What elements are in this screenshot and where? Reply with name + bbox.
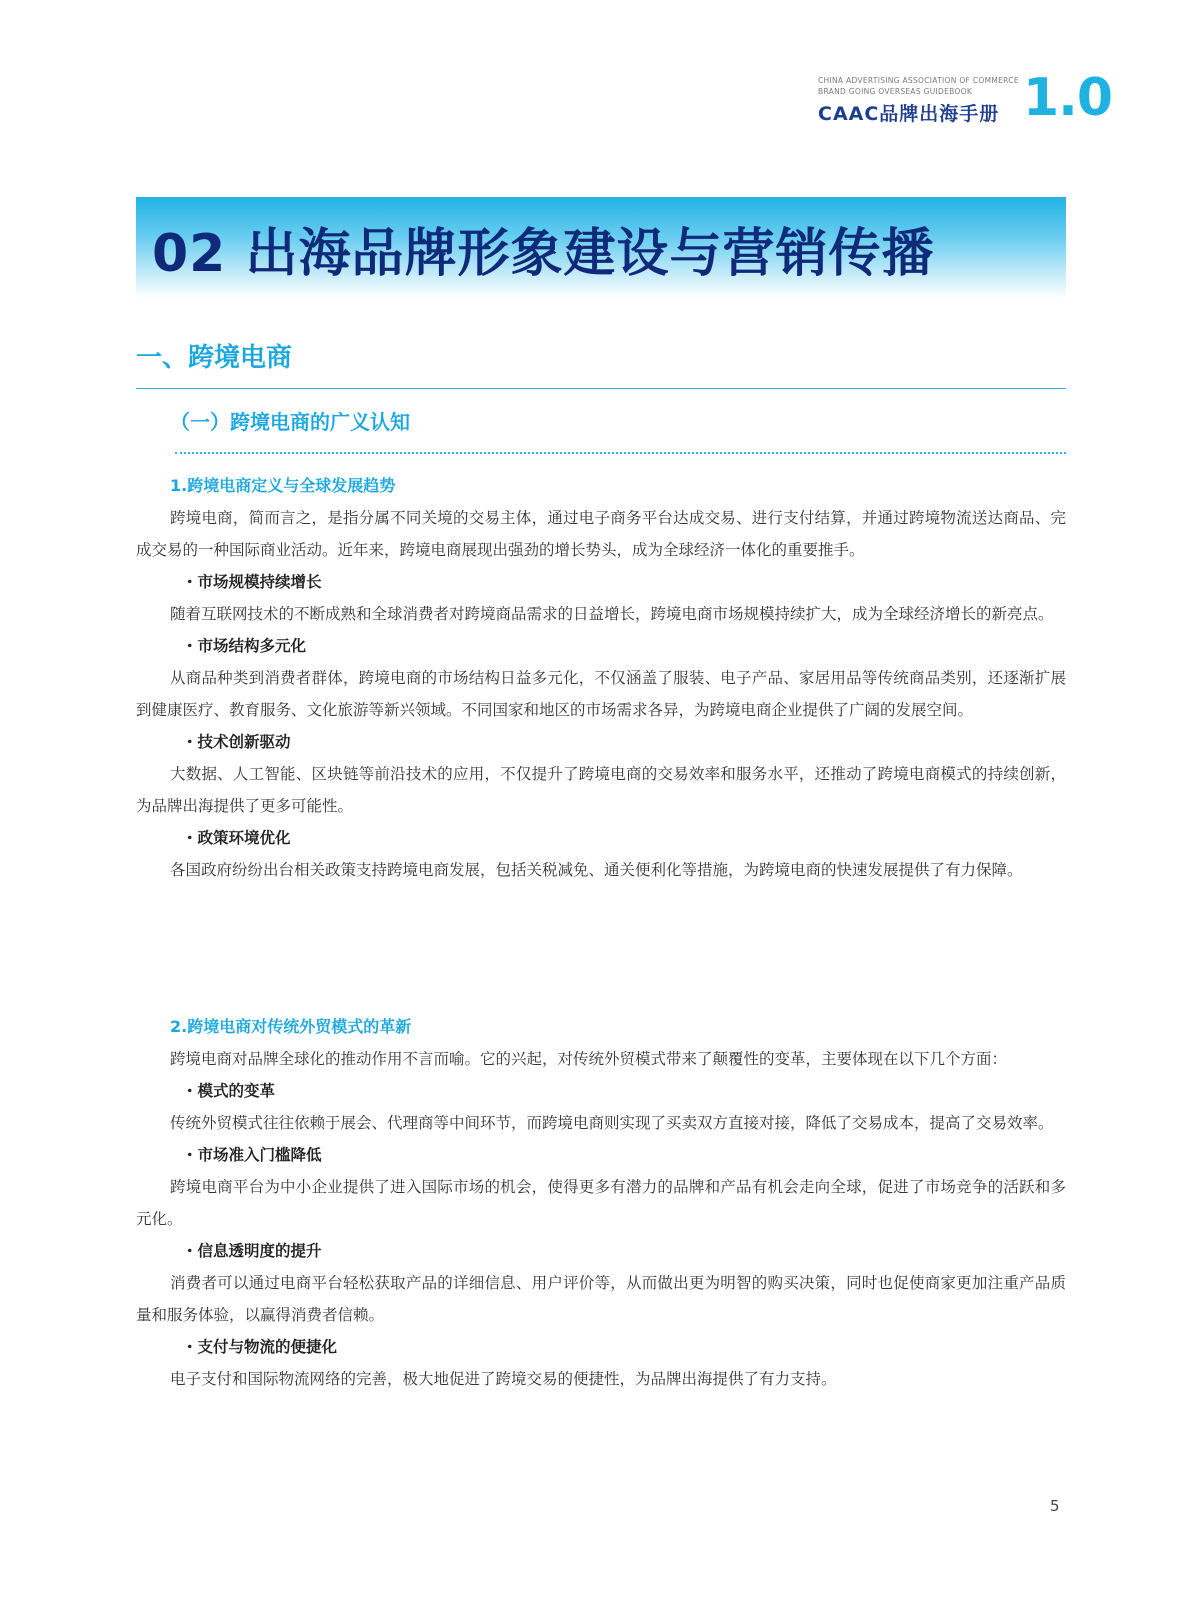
brand-title: CAAC品牌出海手册 (818, 103, 1000, 125)
part1-point-text: 大数据、人工智能、区块链等前沿技术的应用，不仅提升了跨境电商的交易效率和服务水平，还推动了跨境电商模式的持续创新，为品牌出海提供了更多可能性。 (136, 765, 1066, 815)
part1-point-title: ・市场规模持续增长 (182, 573, 322, 591)
part2-intro: 跨境电商对品牌全球化的推动作用不言而喻。它的兴起，对传统外贸模式带来了颠覆性的变革，主要体现在以下几个方面： (170, 1050, 1008, 1068)
brand-line-association: CHINA ADVERTISING ASSOCIATION OF COMMERCE (818, 76, 1019, 85)
part1-point-text: 从商品种类到消费者群体，跨境电商的市场结构日益多元化，不仅涵盖了服装、电子产品、家居用品等传统商品类别，还逐渐扩展到健康医疗、教育服务、文化旅游等新兴领域。不同国家和地区的市场需求各异，为跨境电商企业提供了广阔的发展空间。 (136, 669, 1066, 719)
brand-header (818, 68, 1118, 128)
part2-point-title: ・市场准入门槛降低 (182, 1146, 322, 1164)
part1-point-title: ・市场结构多元化 (182, 637, 307, 655)
chapter-banner (136, 197, 1066, 299)
part2-point-title: ・信息透明度的提升 (182, 1242, 322, 1260)
part2-point-text: 电子支付和国际物流网络的完善，极大地促进了跨境交易的便捷性，为品牌出海提供了有力支持。 (170, 1370, 837, 1388)
part2-block (136, 1011, 1066, 1395)
part2-point-text: 消费者可以通过电商平台轻松获取产品的详细信息、用户评价等，从而做出更为明智的购买决策，同时也促使商家更加注重产品质量和服务体验，以赢得消费者信赖。 (136, 1274, 1066, 1324)
subsection-title: （一）跨境电商的广义认知 (170, 410, 410, 434)
part1-point-title: ・技术创新驱动 (182, 733, 291, 751)
part1-point-title: ・政策环境优化 (182, 829, 291, 847)
section-title: 一、跨境电商 (136, 343, 293, 373)
brand-line-guidebook: BRAND GOING OVERSEAS GUIDEBOOK (818, 87, 973, 96)
part1-point-text: 各国政府纷纷出台相关政策支持跨境电商发展，包括关税减免、通关便利化等措施，为跨境电商的快速发展提供了有力保障。 (170, 861, 1023, 879)
part2-point-title: ・模式的变革 (182, 1082, 276, 1100)
brand-version: 1.0 (1023, 68, 1113, 128)
part1-intro: 跨境电商，简而言之，是指分属不同关境的交易主体，通过电子商务平台达成交易、进行支付结算，并通过跨境物流送达商品、完成交易的一种国际商业活动。近年来，跨境电商展现出强劲的增长势头，成为全球经济一体化的重要推手。 (136, 509, 1066, 559)
page-number: 5 (1050, 1497, 1060, 1515)
chapter-title: 02 出海品牌形象建设与营销传播 (152, 224, 935, 284)
section-divider (136, 388, 1066, 389)
part1-heading: 1.跨境电商定义与全球发展趋势 (170, 476, 396, 495)
part2-point-text: 跨境电商平台为中小企业提供了进入国际市场的机会，使得更多有潜力的品牌和产品有机会走向全球，促进了市场竞争的活跃和多元化。 (136, 1178, 1066, 1228)
part2-heading: 2.跨境电商对传统外贸模式的革新 (170, 1017, 412, 1036)
part1-block (136, 470, 1066, 886)
part2-point-title: ・支付与物流的便捷化 (182, 1338, 338, 1356)
part2-point-text: 传统外贸模式往往依赖于展会、代理商等中间环节，而跨境电商则实现了买卖双方直接对接，降低了交易成本，提高了交易效率。 (170, 1114, 1054, 1132)
part1-point-text: 随着互联网技术的不断成熟和全球消费者对跨境商品需求的日益增长，跨境电商市场规模持续扩大，成为全球经济增长的新亮点。 (170, 605, 1054, 623)
subsection-divider (175, 452, 1066, 454)
